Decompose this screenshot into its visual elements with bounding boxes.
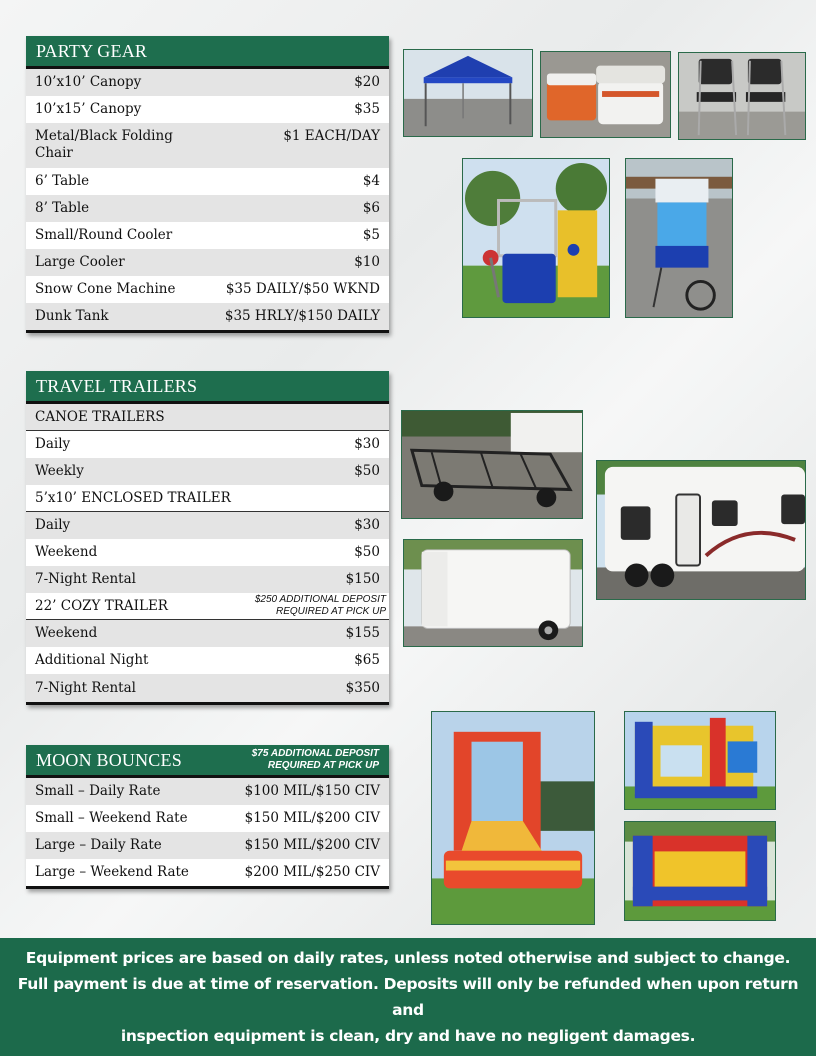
price-row	[26, 431, 389, 458]
bounce-house-photo	[624, 821, 776, 921]
item-price: $155	[345, 625, 380, 641]
item-name: 8’ Table	[35, 200, 90, 216]
item-price: $20	[354, 74, 380, 90]
item-name: Weekend	[35, 625, 98, 641]
price-row	[26, 832, 389, 859]
item-price: $65	[354, 652, 380, 668]
deposit-note-line: $250 ADDITIONAL DEPOSIT	[254, 594, 386, 605]
deposit-note	[252, 748, 379, 772]
price-row	[26, 303, 389, 330]
item-name: 6’ Table	[35, 173, 90, 189]
item-price: $5	[362, 227, 380, 243]
coolers-photo	[540, 51, 671, 138]
bounce-house-castle-photo	[624, 711, 776, 810]
item-name: 10’x10’ Canopy	[35, 74, 142, 90]
item-name: 7-Night Rental	[35, 571, 136, 587]
item-price: $200 MIL/$250 CIV	[244, 864, 380, 880]
subsection-label: 22’ COZY TRAILER	[35, 597, 168, 614]
item-name: Dunk Tank	[35, 308, 109, 324]
travel-trailers-title: TRAVEL TRAILERS	[36, 375, 198, 396]
price-row	[26, 647, 389, 674]
subsection-label: CANOE TRAILERS	[35, 408, 165, 425]
price-row	[26, 123, 389, 168]
footer-line: Full payment is due at time of reservation. Deposits will only be refunded when upon return and	[17, 975, 799, 1019]
travel-trailers-header	[26, 371, 389, 404]
item-name: Daily	[35, 436, 71, 452]
item-name: Small – Weekend Rate	[35, 810, 188, 826]
price-row	[26, 566, 389, 593]
item-name: Metal/Black Folding Chair	[35, 128, 173, 161]
item-name: Small – Daily Rate	[35, 783, 161, 799]
subsection-header	[26, 485, 389, 512]
price-row	[26, 674, 389, 702]
price-row	[26, 168, 389, 195]
price-row	[26, 222, 389, 249]
subsection-header	[26, 404, 389, 431]
snow-cone-machine-photo	[625, 158, 733, 318]
item-name: 10’x15’ Canopy	[35, 101, 142, 117]
panel-bottom-rule	[26, 330, 389, 333]
footer-line: Equipment prices are based on daily rates, unless noted otherwise and subject to change.	[25, 949, 791, 967]
item-name: Additional Night	[35, 652, 149, 668]
item-price: $50	[354, 463, 380, 479]
chairs-photo	[678, 52, 806, 140]
price-row	[26, 539, 389, 566]
item-price: $350	[345, 679, 380, 696]
item-name: Snow Cone Machine	[35, 281, 176, 297]
item-price: $30	[354, 517, 380, 533]
item-price: $150 MIL/$200 CIV	[244, 810, 380, 826]
moon-bounces-panel	[26, 745, 389, 889]
party-gear-header	[26, 36, 389, 69]
canopy-photo	[403, 49, 533, 137]
party-gear-panel	[26, 36, 389, 333]
inflatable-slide-photo	[431, 711, 595, 925]
price-row	[26, 512, 389, 539]
item-name: Large – Daily Rate	[35, 837, 162, 853]
footer-notice	[0, 938, 816, 1056]
item-price: $35	[354, 101, 380, 117]
price-row	[26, 195, 389, 222]
item-price: $10	[354, 254, 380, 270]
panel-bottom-rule	[26, 702, 389, 705]
price-row	[26, 859, 389, 886]
moon-bounces-title: MOON BOUNCES	[36, 749, 182, 770]
panel-bottom-rule	[26, 886, 389, 889]
deposit-note-line: $75 ADDITIONAL DEPOSIT	[251, 748, 379, 759]
item-price: $35 HRLY/$150 DAILY	[224, 308, 380, 324]
travel-trailers-panel	[26, 371, 389, 705]
price-row	[26, 620, 389, 647]
price-row	[26, 96, 389, 123]
price-row	[26, 458, 389, 485]
cozy-camper-photo	[596, 460, 806, 600]
item-price: $50	[354, 544, 380, 560]
item-price: $100 MIL/$150 CIV	[244, 783, 380, 799]
item-name: Daily	[35, 517, 71, 533]
dunk-tank-photo	[462, 158, 610, 318]
price-row	[26, 276, 389, 303]
price-row	[26, 69, 389, 96]
enclosed-trailer-photo	[403, 539, 583, 647]
item-price: $4	[362, 173, 380, 189]
moon-bounces-header	[26, 745, 389, 778]
deposit-note	[255, 594, 386, 618]
item-price: $30	[354, 436, 380, 452]
footer-line: inspection equipment is clean, dry and have no negligent damages.	[120, 1027, 696, 1045]
item-name: 7-Night Rental	[35, 679, 136, 696]
price-row	[26, 805, 389, 832]
deposit-note-line: REQUIRED AT PICK UP	[267, 760, 379, 771]
item-name: Large Cooler	[35, 254, 125, 270]
item-price: $6	[362, 200, 380, 216]
party-gear-title: PARTY GEAR	[36, 40, 148, 61]
item-name: Weekend	[35, 544, 98, 560]
price-row	[26, 778, 389, 805]
item-name: Small/Round Cooler	[35, 227, 173, 243]
subsection-label: 5’x10’ ENCLOSED TRAILER	[35, 489, 231, 506]
deposit-note-line: REQUIRED AT PICK UP	[275, 606, 386, 617]
subsection-header	[26, 593, 389, 620]
item-price: $35 DAILY/$50 WKND	[225, 281, 380, 297]
item-price: $150 MIL/$200 CIV	[244, 837, 380, 853]
item-price: $150	[345, 571, 380, 587]
item-name: Weekly	[35, 463, 84, 479]
item-name: Large – Weekend Rate	[35, 864, 189, 880]
canoe-trailer-photo	[401, 410, 583, 519]
price-row	[26, 249, 389, 276]
item-price: $1 EACH/DAY	[283, 128, 380, 144]
